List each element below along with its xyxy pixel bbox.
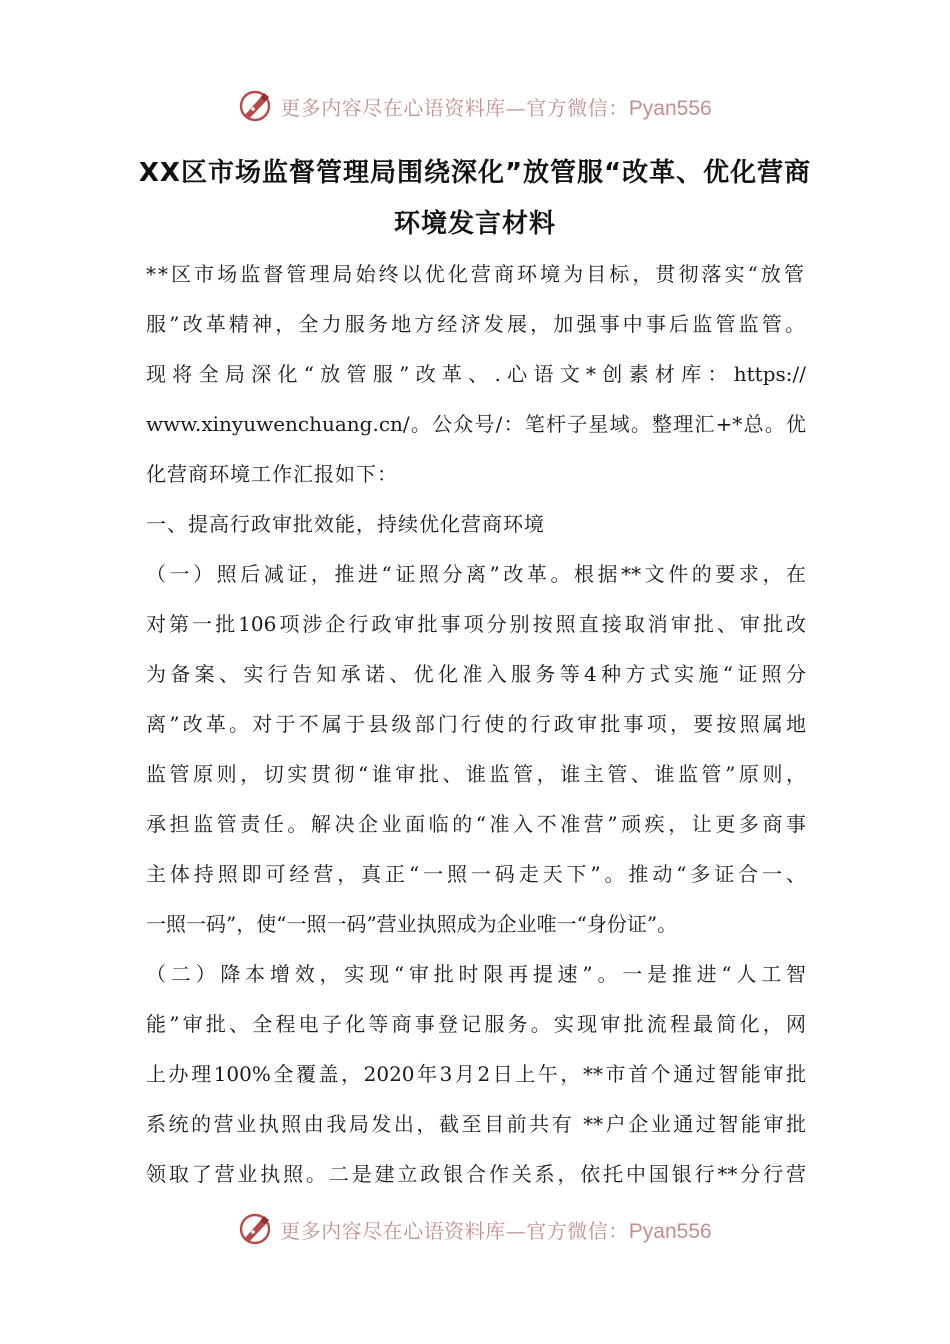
body-line: 系统的营业执照由我局发出，截至目前共有 **户企业通过智能审批 [146,1112,806,1136]
wechat-id: Pyan556 [628,96,712,120]
body-line: 监管原则，切实贯彻“谁审批、谁监管，谁主管、谁监管”原则， [146,762,806,786]
body-line: www.xinyuwenchuang.cn/。公众号/：笔杆子星域。整理汇+*总。优 [146,412,806,436]
pen-nib-logo-icon [238,88,274,124]
body-line: 为备案、实行告知承诺、优化准入服务等4种方式实施“证照分 [146,662,806,686]
header-watermark-banner [0,84,950,128]
body-line: 离”改革。对于不属于县级部门行使的行政审批事项，要按照属地 [146,712,806,736]
pen-nib-logo-icon [238,1211,274,1247]
body-line: （二）降本增效，实现“审批时限再提速”。一是推进“人工智 [146,962,806,986]
document-title-line-1: XX区市场监督管理局围绕深化”放管服“改革、优化营商 [138,158,812,188]
body-line: 对第一批106项涉企行政审批事项分别按照直接取消审批、审批改 [146,612,806,636]
body-line: 能”审批、全程电子化等商事登记服务。实现审批流程最简化，网 [146,1012,806,1036]
body-line: 承担监管责任。解决企业面临的“准入不准营”顽疾，让更多商事 [146,812,806,836]
body-line: **区市场监督管理局始终以优化营商环境为目标，贯彻落实“放管 [146,262,806,286]
body-line: 主体持照即可经营，真正“一照一码走天下”。推动“多证合一、 [146,862,806,886]
body-line: 上办理100%全覆盖，2020年3月2日上午，**市首个通过智能审批 [146,1062,806,1086]
document-title-line-2: 环境发言材料 [393,209,556,239]
document-body [146,249,806,1199]
footer-watermark-banner [0,1207,950,1251]
body-line: 领取了营业执照。二是建立政银合作关系，依托中国银行**分行营 [146,1162,806,1186]
section-heading: 一、提高行政审批效能，持续优化营商环境 [146,512,545,536]
body-line: （一）照后减证，推进“证照分离”改革。根据**文件的要求，在 [146,562,806,586]
banner-text: 更多内容尽在心语资料库—官方微信：Pyan556 [280,1218,712,1243]
body-line: 服”改革精神，全力服务地方经济发展，加强事中事后监管监管。 [146,312,806,336]
body-line: 现将全局深化“放管服”改革、.心语文*创素材库：https:// [146,362,806,386]
body-line: 一照一码”，使“一照一码”营业执照成为企业唯一“身份证”。 [146,912,678,936]
body-line: 化营商环境工作汇报如下： [146,462,398,486]
banner-text: 更多内容尽在心语资料库—官方微信：Pyan556 [280,95,712,120]
wechat-id: Pyan556 [628,1219,712,1243]
